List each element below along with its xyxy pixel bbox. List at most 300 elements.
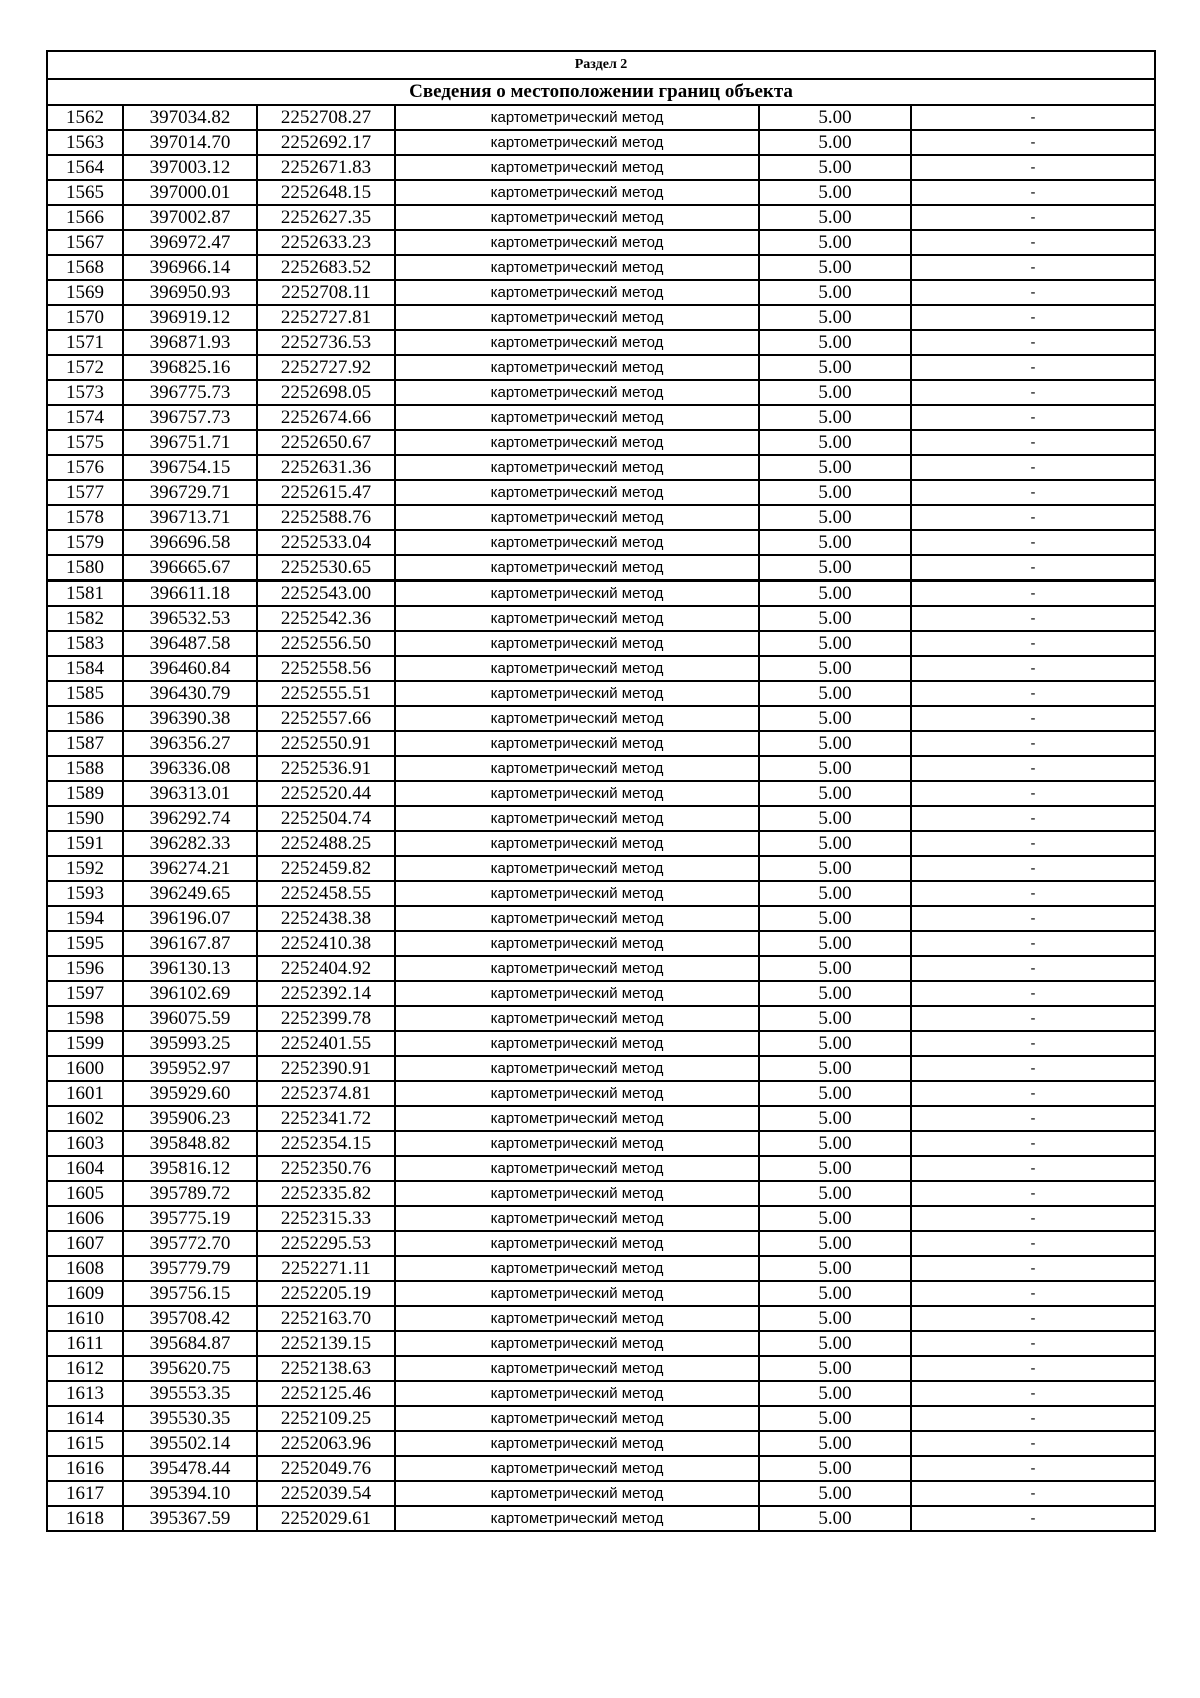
title-header-row xyxy=(47,79,1155,105)
method-cell: картометрический метод xyxy=(395,305,759,330)
accuracy-cell: 5.00 xyxy=(759,305,911,330)
method-cell: картометрический метод xyxy=(395,856,759,881)
y-coordinate-cell: 2252488.25 xyxy=(257,831,395,856)
point-number-cell: 1599 xyxy=(47,1031,123,1056)
x-coordinate-cell: 395684.87 xyxy=(123,1331,257,1356)
description-cell: - xyxy=(911,105,1155,130)
accuracy-cell: 5.00 xyxy=(759,280,911,305)
table-row xyxy=(47,606,1155,631)
table-row xyxy=(47,205,1155,230)
method-cell: картометрический метод xyxy=(395,205,759,230)
method-cell: картометрический метод xyxy=(395,731,759,756)
description-cell: - xyxy=(911,1006,1155,1031)
accuracy-cell: 5.00 xyxy=(759,806,911,831)
x-coordinate-cell: 396196.07 xyxy=(123,906,257,931)
point-number-cell: 1570 xyxy=(47,305,123,330)
point-number-cell: 1608 xyxy=(47,1256,123,1281)
point-number-cell: 1571 xyxy=(47,330,123,355)
x-coordinate-cell: 395620.75 xyxy=(123,1356,257,1381)
x-coordinate-cell: 395502.14 xyxy=(123,1431,257,1456)
point-number-cell: 1613 xyxy=(47,1381,123,1406)
x-coordinate-cell: 396390.38 xyxy=(123,706,257,731)
accuracy-cell: 5.00 xyxy=(759,405,911,430)
description-cell: - xyxy=(911,1131,1155,1156)
x-coordinate-cell: 396757.73 xyxy=(123,405,257,430)
accuracy-cell: 5.00 xyxy=(759,756,911,781)
description-cell: - xyxy=(911,831,1155,856)
method-cell: картометрический метод xyxy=(395,1156,759,1181)
x-coordinate-cell: 395708.42 xyxy=(123,1306,257,1331)
y-coordinate-cell: 2252698.05 xyxy=(257,380,395,405)
description-cell: - xyxy=(911,380,1155,405)
description-cell: - xyxy=(911,1206,1155,1231)
accuracy-cell: 5.00 xyxy=(759,1381,911,1406)
x-coordinate-cell: 396532.53 xyxy=(123,606,257,631)
method-cell: картометрический метод xyxy=(395,455,759,480)
point-number-cell: 1597 xyxy=(47,981,123,1006)
method-cell: картометрический метод xyxy=(395,1181,759,1206)
table-row xyxy=(47,430,1155,455)
y-coordinate-cell: 2252163.70 xyxy=(257,1306,395,1331)
x-coordinate-cell: 395394.10 xyxy=(123,1481,257,1506)
accuracy-cell: 5.00 xyxy=(759,681,911,706)
description-cell: - xyxy=(911,1306,1155,1331)
x-coordinate-cell: 395772.70 xyxy=(123,1231,257,1256)
accuracy-cell: 5.00 xyxy=(759,656,911,681)
table-row xyxy=(47,1006,1155,1031)
description-cell: - xyxy=(911,180,1155,205)
description-cell: - xyxy=(911,280,1155,305)
point-number-cell: 1580 xyxy=(47,555,123,581)
y-coordinate-cell: 2252671.83 xyxy=(257,155,395,180)
x-coordinate-cell: 395993.25 xyxy=(123,1031,257,1056)
y-coordinate-cell: 2252438.38 xyxy=(257,906,395,931)
y-coordinate-cell: 2252520.44 xyxy=(257,781,395,806)
accuracy-cell: 5.00 xyxy=(759,1131,911,1156)
x-coordinate-cell: 396460.84 xyxy=(123,656,257,681)
table-body xyxy=(47,51,1155,1531)
method-cell: картометрический метод xyxy=(395,656,759,681)
accuracy-cell: 5.00 xyxy=(759,1231,911,1256)
table-row xyxy=(47,1256,1155,1281)
point-number-cell: 1615 xyxy=(47,1431,123,1456)
x-coordinate-cell: 396665.67 xyxy=(123,555,257,581)
y-coordinate-cell: 2252410.38 xyxy=(257,931,395,956)
method-cell: картометрический метод xyxy=(395,606,759,631)
table-row xyxy=(47,1031,1155,1056)
accuracy-cell: 5.00 xyxy=(759,1156,911,1181)
table-row xyxy=(47,1331,1155,1356)
description-cell: - xyxy=(911,255,1155,280)
accuracy-cell: 5.00 xyxy=(759,205,911,230)
method-cell: картометрический метод xyxy=(395,430,759,455)
description-cell: - xyxy=(911,430,1155,455)
description-cell: - xyxy=(911,230,1155,255)
table-row xyxy=(47,631,1155,656)
x-coordinate-cell: 396775.73 xyxy=(123,380,257,405)
method-cell: картометрический метод xyxy=(395,105,759,130)
method-cell: картометрический метод xyxy=(395,1381,759,1406)
table-row xyxy=(47,956,1155,981)
point-number-cell: 1584 xyxy=(47,656,123,681)
x-coordinate-cell: 395789.72 xyxy=(123,1181,257,1206)
method-cell: картометрический метод xyxy=(395,956,759,981)
y-coordinate-cell: 2252683.52 xyxy=(257,255,395,280)
table-row xyxy=(47,180,1155,205)
table-row xyxy=(47,455,1155,480)
y-coordinate-cell: 2252648.15 xyxy=(257,180,395,205)
accuracy-cell: 5.00 xyxy=(759,1506,911,1531)
y-coordinate-cell: 2252138.63 xyxy=(257,1356,395,1381)
method-cell: картометрический метод xyxy=(395,1081,759,1106)
table-row xyxy=(47,1406,1155,1431)
method-cell: картометрический метод xyxy=(395,530,759,555)
description-cell: - xyxy=(911,130,1155,155)
x-coordinate-cell: 396336.08 xyxy=(123,756,257,781)
y-coordinate-cell: 2252674.66 xyxy=(257,405,395,430)
method-cell: картометрический метод xyxy=(395,681,759,706)
y-coordinate-cell: 2252139.15 xyxy=(257,1331,395,1356)
table-row xyxy=(47,806,1155,831)
table-row xyxy=(47,1481,1155,1506)
x-coordinate-cell: 396825.16 xyxy=(123,355,257,380)
accuracy-cell: 5.00 xyxy=(759,956,911,981)
method-cell: картометрический метод xyxy=(395,1131,759,1156)
section-header-row xyxy=(47,51,1155,79)
description-cell: - xyxy=(911,631,1155,656)
table-row xyxy=(47,555,1155,581)
point-number-cell: 1587 xyxy=(47,731,123,756)
accuracy-cell: 5.00 xyxy=(759,1306,911,1331)
description-cell: - xyxy=(911,856,1155,881)
point-number-cell: 1602 xyxy=(47,1106,123,1131)
point-number-cell: 1594 xyxy=(47,906,123,931)
accuracy-cell: 5.00 xyxy=(759,1356,911,1381)
method-cell: картометрический метод xyxy=(395,1056,759,1081)
point-number-cell: 1565 xyxy=(47,180,123,205)
y-coordinate-cell: 2252315.33 xyxy=(257,1206,395,1231)
table-row xyxy=(47,1206,1155,1231)
method-cell: картометрический метод xyxy=(395,380,759,405)
section-label: Раздел 2 xyxy=(47,51,1155,79)
table-row xyxy=(47,280,1155,305)
point-number-cell: 1581 xyxy=(47,581,123,607)
table-row xyxy=(47,1056,1155,1081)
method-cell: картометрический метод xyxy=(395,1356,759,1381)
accuracy-cell: 5.00 xyxy=(759,480,911,505)
x-coordinate-cell: 397003.12 xyxy=(123,155,257,180)
table-row xyxy=(47,480,1155,505)
table-row xyxy=(47,155,1155,180)
y-coordinate-cell: 2252555.51 xyxy=(257,681,395,706)
y-coordinate-cell: 2252063.96 xyxy=(257,1431,395,1456)
point-number-cell: 1596 xyxy=(47,956,123,981)
point-number-cell: 1617 xyxy=(47,1481,123,1506)
point-number-cell: 1601 xyxy=(47,1081,123,1106)
method-cell: картометрический метод xyxy=(395,1106,759,1131)
x-coordinate-cell: 395478.44 xyxy=(123,1456,257,1481)
method-cell: картометрический метод xyxy=(395,1506,759,1531)
table-row xyxy=(47,781,1155,806)
x-coordinate-cell: 396102.69 xyxy=(123,981,257,1006)
accuracy-cell: 5.00 xyxy=(759,1256,911,1281)
x-coordinate-cell: 395553.35 xyxy=(123,1381,257,1406)
y-coordinate-cell: 2252295.53 xyxy=(257,1231,395,1256)
point-number-cell: 1591 xyxy=(47,831,123,856)
description-cell: - xyxy=(911,1406,1155,1431)
table-row xyxy=(47,731,1155,756)
accuracy-cell: 5.00 xyxy=(759,906,911,931)
table-row xyxy=(47,1431,1155,1456)
point-number-cell: 1606 xyxy=(47,1206,123,1231)
y-coordinate-cell: 2252736.53 xyxy=(257,330,395,355)
accuracy-cell: 5.00 xyxy=(759,1206,911,1231)
y-coordinate-cell: 2252504.74 xyxy=(257,806,395,831)
table-row xyxy=(47,831,1155,856)
description-cell: - xyxy=(911,781,1155,806)
x-coordinate-cell: 395816.12 xyxy=(123,1156,257,1181)
y-coordinate-cell: 2252459.82 xyxy=(257,856,395,881)
y-coordinate-cell: 2252550.91 xyxy=(257,731,395,756)
method-cell: картометрический метод xyxy=(395,781,759,806)
description-cell: - xyxy=(911,1431,1155,1456)
description-cell: - xyxy=(911,505,1155,530)
method-cell: картометрический метод xyxy=(395,1456,759,1481)
method-cell: картометрический метод xyxy=(395,756,759,781)
x-coordinate-cell: 395756.15 xyxy=(123,1281,257,1306)
point-number-cell: 1612 xyxy=(47,1356,123,1381)
x-coordinate-cell: 396919.12 xyxy=(123,305,257,330)
description-cell: - xyxy=(911,1456,1155,1481)
table-row xyxy=(47,931,1155,956)
table-row xyxy=(47,1506,1155,1531)
description-cell: - xyxy=(911,480,1155,505)
accuracy-cell: 5.00 xyxy=(759,180,911,205)
table-row xyxy=(47,1131,1155,1156)
x-coordinate-cell: 396611.18 xyxy=(123,581,257,607)
boundary-coordinates-table xyxy=(46,50,1156,1532)
point-number-cell: 1618 xyxy=(47,1506,123,1531)
method-cell: картометрический метод xyxy=(395,355,759,380)
y-coordinate-cell: 2252543.00 xyxy=(257,581,395,607)
method-cell: картометрический метод xyxy=(395,1231,759,1256)
y-coordinate-cell: 2252530.65 xyxy=(257,555,395,581)
table-row xyxy=(47,706,1155,731)
accuracy-cell: 5.00 xyxy=(759,1406,911,1431)
description-cell: - xyxy=(911,330,1155,355)
table-row xyxy=(47,505,1155,530)
description-cell: - xyxy=(911,555,1155,581)
x-coordinate-cell: 395906.23 xyxy=(123,1106,257,1131)
x-coordinate-cell: 396751.71 xyxy=(123,430,257,455)
x-coordinate-cell: 396713.71 xyxy=(123,505,257,530)
method-cell: картометрический метод xyxy=(395,631,759,656)
method-cell: картометрический метод xyxy=(395,255,759,280)
accuracy-cell: 5.00 xyxy=(759,430,911,455)
method-cell: картометрический метод xyxy=(395,1331,759,1356)
description-cell: - xyxy=(911,1256,1155,1281)
description-cell: - xyxy=(911,1481,1155,1506)
y-coordinate-cell: 2252556.50 xyxy=(257,631,395,656)
accuracy-cell: 5.00 xyxy=(759,706,911,731)
accuracy-cell: 5.00 xyxy=(759,1331,911,1356)
accuracy-cell: 5.00 xyxy=(759,731,911,756)
accuracy-cell: 5.00 xyxy=(759,1006,911,1031)
x-coordinate-cell: 396274.21 xyxy=(123,856,257,881)
y-coordinate-cell: 2252125.46 xyxy=(257,1381,395,1406)
method-cell: картометрический метод xyxy=(395,581,759,607)
method-cell: картометрический метод xyxy=(395,505,759,530)
point-number-cell: 1595 xyxy=(47,931,123,956)
table-row xyxy=(47,681,1155,706)
accuracy-cell: 5.00 xyxy=(759,606,911,631)
accuracy-cell: 5.00 xyxy=(759,631,911,656)
method-cell: картометрический метод xyxy=(395,1256,759,1281)
description-cell: - xyxy=(911,530,1155,555)
x-coordinate-cell: 396430.79 xyxy=(123,681,257,706)
table-row xyxy=(47,1381,1155,1406)
description-cell: - xyxy=(911,731,1155,756)
method-cell: картометрический метод xyxy=(395,230,759,255)
x-coordinate-cell: 397034.82 xyxy=(123,105,257,130)
y-coordinate-cell: 2252401.55 xyxy=(257,1031,395,1056)
table-row xyxy=(47,330,1155,355)
table-row xyxy=(47,856,1155,881)
method-cell: картометрический метод xyxy=(395,881,759,906)
y-coordinate-cell: 2252727.81 xyxy=(257,305,395,330)
table-row xyxy=(47,105,1155,130)
y-coordinate-cell: 2252650.67 xyxy=(257,430,395,455)
method-cell: картометрический метод xyxy=(395,1031,759,1056)
x-coordinate-cell: 396487.58 xyxy=(123,631,257,656)
accuracy-cell: 5.00 xyxy=(759,1106,911,1131)
description-cell: - xyxy=(911,355,1155,380)
table-row xyxy=(47,355,1155,380)
description-cell: - xyxy=(911,205,1155,230)
point-number-cell: 1578 xyxy=(47,505,123,530)
point-number-cell: 1564 xyxy=(47,155,123,180)
accuracy-cell: 5.00 xyxy=(759,1431,911,1456)
description-cell: - xyxy=(911,1056,1155,1081)
accuracy-cell: 5.00 xyxy=(759,330,911,355)
description-cell: - xyxy=(911,455,1155,480)
table-row xyxy=(47,230,1155,255)
description-cell: - xyxy=(911,1506,1155,1531)
method-cell: картометрический метод xyxy=(395,706,759,731)
table-row xyxy=(47,1081,1155,1106)
description-cell: - xyxy=(911,681,1155,706)
description-cell: - xyxy=(911,305,1155,330)
y-coordinate-cell: 2252542.36 xyxy=(257,606,395,631)
description-cell: - xyxy=(911,1356,1155,1381)
accuracy-cell: 5.00 xyxy=(759,155,911,180)
y-coordinate-cell: 2252633.23 xyxy=(257,230,395,255)
method-cell: картометрический метод xyxy=(395,806,759,831)
point-number-cell: 1607 xyxy=(47,1231,123,1256)
table-row xyxy=(47,1456,1155,1481)
method-cell: картометрический метод xyxy=(395,1306,759,1331)
point-number-cell: 1616 xyxy=(47,1456,123,1481)
method-cell: картометрический метод xyxy=(395,1206,759,1231)
description-cell: - xyxy=(911,1031,1155,1056)
x-coordinate-cell: 396729.71 xyxy=(123,480,257,505)
description-cell: - xyxy=(911,1181,1155,1206)
accuracy-cell: 5.00 xyxy=(759,380,911,405)
method-cell: картометрический метод xyxy=(395,555,759,581)
x-coordinate-cell: 396282.33 xyxy=(123,831,257,856)
x-coordinate-cell: 396871.93 xyxy=(123,330,257,355)
x-coordinate-cell: 395775.19 xyxy=(123,1206,257,1231)
point-number-cell: 1603 xyxy=(47,1131,123,1156)
point-number-cell: 1585 xyxy=(47,681,123,706)
accuracy-cell: 5.00 xyxy=(759,230,911,255)
x-coordinate-cell: 395848.82 xyxy=(123,1131,257,1156)
x-coordinate-cell: 396313.01 xyxy=(123,781,257,806)
point-number-cell: 1583 xyxy=(47,631,123,656)
x-coordinate-cell: 395367.59 xyxy=(123,1506,257,1531)
accuracy-cell: 5.00 xyxy=(759,1481,911,1506)
y-coordinate-cell: 2252631.36 xyxy=(257,455,395,480)
accuracy-cell: 5.00 xyxy=(759,255,911,280)
description-cell: - xyxy=(911,981,1155,1006)
point-number-cell: 1582 xyxy=(47,606,123,631)
table-row xyxy=(47,1231,1155,1256)
y-coordinate-cell: 2252708.27 xyxy=(257,105,395,130)
x-coordinate-cell: 396966.14 xyxy=(123,255,257,280)
y-coordinate-cell: 2252392.14 xyxy=(257,981,395,1006)
point-number-cell: 1593 xyxy=(47,881,123,906)
point-number-cell: 1563 xyxy=(47,130,123,155)
x-coordinate-cell: 395952.97 xyxy=(123,1056,257,1081)
accuracy-cell: 5.00 xyxy=(759,1031,911,1056)
description-cell: - xyxy=(911,1231,1155,1256)
method-cell: картометрический метод xyxy=(395,180,759,205)
point-number-cell: 1588 xyxy=(47,756,123,781)
y-coordinate-cell: 2252558.56 xyxy=(257,656,395,681)
accuracy-cell: 5.00 xyxy=(759,781,911,806)
point-number-cell: 1577 xyxy=(47,480,123,505)
y-coordinate-cell: 2252708.11 xyxy=(257,280,395,305)
accuracy-cell: 5.00 xyxy=(759,831,911,856)
point-number-cell: 1579 xyxy=(47,530,123,555)
table-row xyxy=(47,530,1155,555)
table-row xyxy=(47,581,1155,607)
y-coordinate-cell: 2252627.35 xyxy=(257,205,395,230)
accuracy-cell: 5.00 xyxy=(759,555,911,581)
x-coordinate-cell: 396075.59 xyxy=(123,1006,257,1031)
y-coordinate-cell: 2252615.47 xyxy=(257,480,395,505)
accuracy-cell: 5.00 xyxy=(759,530,911,555)
x-coordinate-cell: 396754.15 xyxy=(123,455,257,480)
y-coordinate-cell: 2252374.81 xyxy=(257,1081,395,1106)
x-coordinate-cell: 396356.27 xyxy=(123,731,257,756)
method-cell: картометрический метод xyxy=(395,130,759,155)
accuracy-cell: 5.00 xyxy=(759,455,911,480)
point-number-cell: 1586 xyxy=(47,706,123,731)
table-row xyxy=(47,305,1155,330)
x-coordinate-cell: 396130.13 xyxy=(123,956,257,981)
accuracy-cell: 5.00 xyxy=(759,881,911,906)
x-coordinate-cell: 396972.47 xyxy=(123,230,257,255)
y-coordinate-cell: 2252588.76 xyxy=(257,505,395,530)
y-coordinate-cell: 2252029.61 xyxy=(257,1506,395,1531)
description-cell: - xyxy=(911,806,1155,831)
method-cell: картометрический метод xyxy=(395,1431,759,1456)
point-number-cell: 1600 xyxy=(47,1056,123,1081)
accuracy-cell: 5.00 xyxy=(759,355,911,380)
y-coordinate-cell: 2252536.91 xyxy=(257,756,395,781)
method-cell: картометрический метод xyxy=(395,330,759,355)
